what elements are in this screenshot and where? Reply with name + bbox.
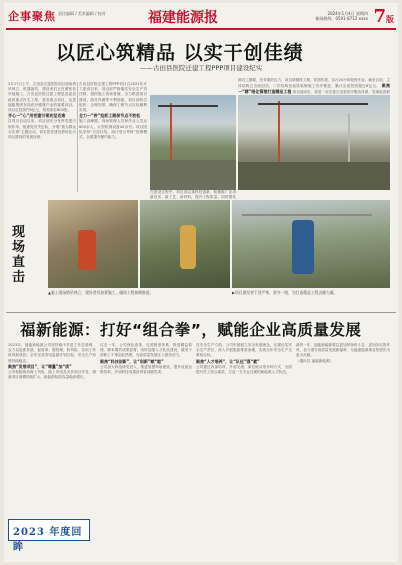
construction-photo-wide[interactable] — [238, 95, 390, 190]
page-suffix: 版 — [386, 14, 394, 24]
section-vertical-label: 现场直击 — [12, 225, 26, 285]
page-header — [6, 6, 396, 28]
hillside — [238, 162, 390, 190]
main-headline[interactable]: 以匠心筑精品 以实干创佳绩 — [56, 42, 304, 64]
article2-col2 — [100, 343, 192, 553]
article1-col1b-text: 自项目启动以来，项目部充分发挥党建引领作用，组建党员突击队，开展“我为群众办实事”主题活动，切实把党建优势转化为项目建设的发展优势。 — [8, 119, 76, 140]
article2-col2-text: 过去一年，公司深化改革，完善制度体系，推进精益管理，降本增效成果显著。同时加强人才队伍建设，激发干部职工干事创业热情，为高质量发展注入强劲动力。 — [100, 343, 192, 358]
building-block — [150, 160, 236, 190]
article1-subhead3: 聚焦一“精”细化管理打造精品工程 — [238, 83, 390, 95]
rebar-beam — [242, 214, 372, 216]
photo-caption-left: ▲施工现场塔吊林立，建设者们加紧施工，确保工程按期推进。 — [48, 290, 154, 295]
article1-col1-text: 2月17日上午，古田县迁建医院项目现场塔吊林立，机器轰鸣，建设者们正在紧张有序地施工。古田县医院迁建工程是县委县政府重点民生工程，是省重点项目，也是福能集团布局医疗健康产业的重要项目。项目总投资约9亿元，规划床位800张。 — [8, 82, 76, 113]
article1-subhead2: 全力一“拼”抢抓工期保节点不放松 — [79, 113, 141, 119]
article1-col2 — [79, 82, 147, 192]
article2-col3-text: 在安全生产方面，公司牢固树立安全发展理念，压紧压实安全生产责任，深入开展隐患排查治理，实现全年安全生产无事故目标。 — [196, 343, 292, 358]
section-divider — [6, 312, 396, 313]
page-number-digit: 7 — [373, 6, 386, 27]
article2-subhead3: 聚焦“人才培养”，让“队伍”强“素” — [196, 358, 260, 364]
page-number — [373, 6, 394, 27]
article1-col3b-text: 项目建成后，将进一步完善古田县医疗服务体系，显著改善群 — [292, 90, 390, 95]
article1-col1 — [8, 82, 76, 192]
worker-figure — [292, 220, 314, 274]
article2-col1 — [8, 343, 96, 515]
article1-col4 — [238, 78, 390, 94]
worker-photo-2[interactable] — [140, 200, 230, 288]
article1-col3 — [150, 190, 236, 198]
year-review-badge[interactable] — [8, 519, 90, 553]
year-review-label: 2023 年度回眸 — [13, 527, 83, 553]
worker-photo-1[interactable] — [48, 200, 138, 288]
crane-jib — [258, 103, 368, 105]
issue-info — [315, 11, 368, 21]
worker-photo-3[interactable] — [232, 200, 390, 288]
contact-line: 新闻热线：0591-8712 xxxx — [315, 16, 368, 21]
worker-figure — [78, 230, 96, 270]
article2-col4 — [296, 343, 390, 553]
section-name: 企事聚焦 — [8, 10, 56, 23]
editor-meta: 责任编辑 / 美术编辑 / 校对 — [58, 11, 106, 16]
crane-jib — [158, 105, 218, 107]
header-rule — [6, 28, 396, 30]
article2-col1-text: 2023年，福能新能源公司坚持稳中求进工作总基调，全力以赴抓发展、促改革、强管理、防风险，各项工作取得新成效。全年完成发电量超计划目标，安全生产形势持续稳定。 — [8, 343, 96, 363]
article1-col2-text: 古田县医院迁建工程PPP项目自2021年开工建设以来，项目部严格落实安全生产责任制，狠抓施工现场管理，全力推进项目建设。面对汛期等不利因素，项目部科学组织、合理安排，确保工程节点目标顺利实现。 — [79, 82, 147, 113]
main-subtitle: ——古田县医院迁建工程PPP项目建设纪实 — [140, 64, 263, 72]
article2-col3 — [196, 343, 292, 553]
photo-caption-right: ▶项目建设者不畏严寒，坚守一线，为打造精品工程贡献力量。 — [232, 290, 338, 295]
article2-subhead1: 聚焦“发展项目”，让“增量”加“质” — [8, 363, 72, 369]
article1-subhead1: 齐心一“心”用党建引领攻坚克难 — [8, 113, 66, 119]
second-headline[interactable]: 福新能源：打好“组合拳”，赋能企业高质量发展 — [20, 321, 362, 339]
article2-col2b-text: 公司加大科技研发投入，推进智慧风场建设，提升设备运维效率，多项科技成果获得省部级奖项。 — [100, 364, 192, 375]
article2-col1b-text: 公司积极推动海上风电、陆上风电及光伏项目开发，储备项目规模持续扩大，新能源装机容量稳步增长。 — [8, 370, 96, 380]
newspaper-logo: 福建能源报 — [148, 10, 218, 26]
issue-date: 2024年1月4日 星期四 — [327, 11, 368, 16]
worker-figure — [180, 225, 196, 269]
article1-col3-text: 在建设过程中，项目部注重科技创新，积极推广应用新技术、新工艺、新材料，提升工程质量。同时强化 — [150, 190, 236, 200]
article2-col4b-text: （通讯员 福能新能源） — [296, 358, 334, 363]
article2-col3b-text: 公司通过内部培训、外部交流、岗位练兵等多种方式，全面提升员工综合素质，打造一支专业过硬的新能源人才队伍。 — [196, 364, 292, 375]
construction-photo-main[interactable] — [150, 95, 236, 190]
column-divider — [77, 82, 78, 192]
article2-col4-text: 新的一年，福能新能源将以更加昂扬的斗志、更加务实的作风，奋力谱写高质量发展新篇章，为福建能源事业发展作出更大贡献。 — [296, 343, 390, 358]
article2-subhead2: 聚焦“科技创新”，让“创新”赋“能” — [100, 358, 164, 364]
article1-col2b-text: 施工高峰期，现场管理人员和作业人员达600余人，大型机械设备40余台。项目团队坚持“日清日结、周计划月考核”管理模式，全面提升履约能力。 — [79, 119, 147, 140]
article1-col4-text: 面对工期紧、任务重的压力，项目部倒排工期、挂图作战，实行24小时轮班作业。截至目前，主体结构已全面封顶，二次结构及装饰装修施工有序推进，累计完成投资超过6亿元。 — [238, 78, 390, 89]
